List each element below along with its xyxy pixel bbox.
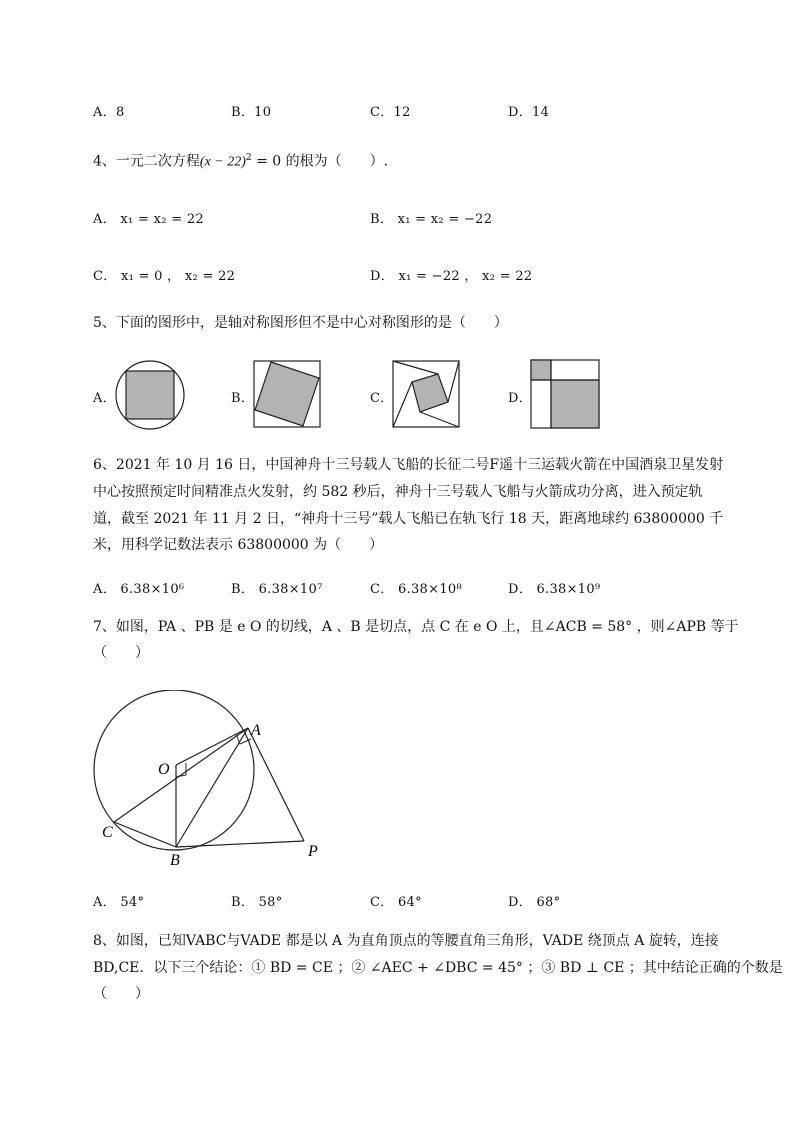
tangent-pa [248, 728, 304, 841]
q4-option-a: A． x₁ = x₂ = 22 [93, 212, 204, 227]
chord-cb [114, 822, 176, 847]
q6-line-1: 6、2021 年 10 月 16 日，中国神舟十三号载人飞船的长征二号F遥十三运载火箭在中国酒泉卫星发射 [93, 457, 724, 473]
q4-option-b: B． x₁ = x₂ = −22 [370, 212, 493, 227]
q4-stem-b: (x − 22) [199, 154, 246, 170]
small-square [531, 360, 551, 380]
tangent-pb [176, 841, 304, 847]
q3-option-c: C．12 [370, 105, 411, 120]
q6-option-d: D． 6.38×10⁹ [508, 582, 601, 597]
circle-o [94, 690, 254, 850]
q8-line-3: （ ） [93, 986, 149, 1002]
q6-option-a: A． 6.38×10⁶ [93, 582, 185, 597]
segment [420, 412, 459, 427]
large-square [551, 380, 599, 428]
q7-line-2: （ ） [93, 645, 149, 661]
q5-figure-c [392, 360, 460, 428]
q7-option-b: B． 58° [231, 895, 283, 910]
label-a: A [251, 722, 261, 739]
label-c: C [102, 824, 113, 841]
rotated-square [255, 362, 319, 426]
q4-stem-exp: 2 [245, 153, 252, 163]
q7-option-d: D． 68° [508, 895, 561, 910]
q6-option-c: C． 6.38×10⁸ [370, 582, 462, 597]
q3-option-a: A．8 [93, 105, 125, 120]
q8-line-2: BD,CE．以下三个结论：① BD = CE ；② ∠AEC + ∠DBC = 45° ；③ BD ⊥ CE ；其中结论正确的个数是 [93, 960, 783, 976]
q8-line-1: 8、如图，已知VABC与VADE 都是以 A 为直角顶点的等腰直角三角形，VADE 绕顶点 A 旋转，连接 [93, 933, 719, 949]
q5-figure-b [253, 360, 321, 428]
q7-geometry-figure [88, 690, 338, 870]
q5-label-d: D． [508, 391, 533, 406]
q5-figure-d [530, 359, 600, 429]
q5-label-a: A． [93, 391, 116, 406]
q7-option-c: C． 64° [370, 895, 422, 910]
q6-line-3: 道，截至 2021 年 11 月 2 日，“神舟十三号”载人飞船已在轨飞行 18 天，距离地球约 63800000 千 [93, 511, 724, 527]
segment [448, 361, 459, 402]
q5-stem: 5、下面的图形中，是轴对称图形但不是中心对称图形的是（ ） [93, 315, 508, 331]
inscribed-square [126, 371, 174, 419]
q6-line-2: 中心按照预定时间精准点火发射，约 582 秒后，神舟十三号载人飞船与火箭成功分离，进入预定轨 [93, 484, 703, 500]
label-o: O [158, 761, 170, 778]
label-b: B [170, 852, 180, 869]
q5-label-c: C． [370, 391, 394, 406]
q7-option-a: A． 54° [93, 895, 145, 910]
q3-option-d: D．14 [508, 105, 550, 120]
q6-line-4: 米，用科学记数法表示 63800000 为（ ） [93, 537, 384, 553]
q4-stem [93, 145, 388, 176]
segment [393, 382, 412, 427]
q6-option-b: B． 6.38×10⁷ [231, 582, 323, 597]
q4-stem-c: = 0 的根为（ ）. [251, 153, 389, 170]
q5-label-b: B． [231, 391, 255, 406]
q7-line-1: 7、如图，PA 、PB 是 e O 的切线，A 、B 是切点，点 C 在 e O 上，且∠ACB = 58° ，则∠APB 等于 [93, 619, 739, 635]
q4-option-d: D． x₁ = −22 ， x₂ = 22 [370, 269, 533, 284]
chord-ac [114, 728, 248, 822]
q5-figure-a [114, 359, 186, 431]
label-p: P [308, 843, 318, 860]
q4-option-c: C． x₁ = 0 ， x₂ = 22 [93, 269, 236, 284]
q4-stem-a: 4、一元二次方程 [93, 153, 200, 170]
inner-square [412, 374, 448, 412]
q3-option-b: B．10 [231, 105, 272, 120]
segment [393, 361, 438, 374]
